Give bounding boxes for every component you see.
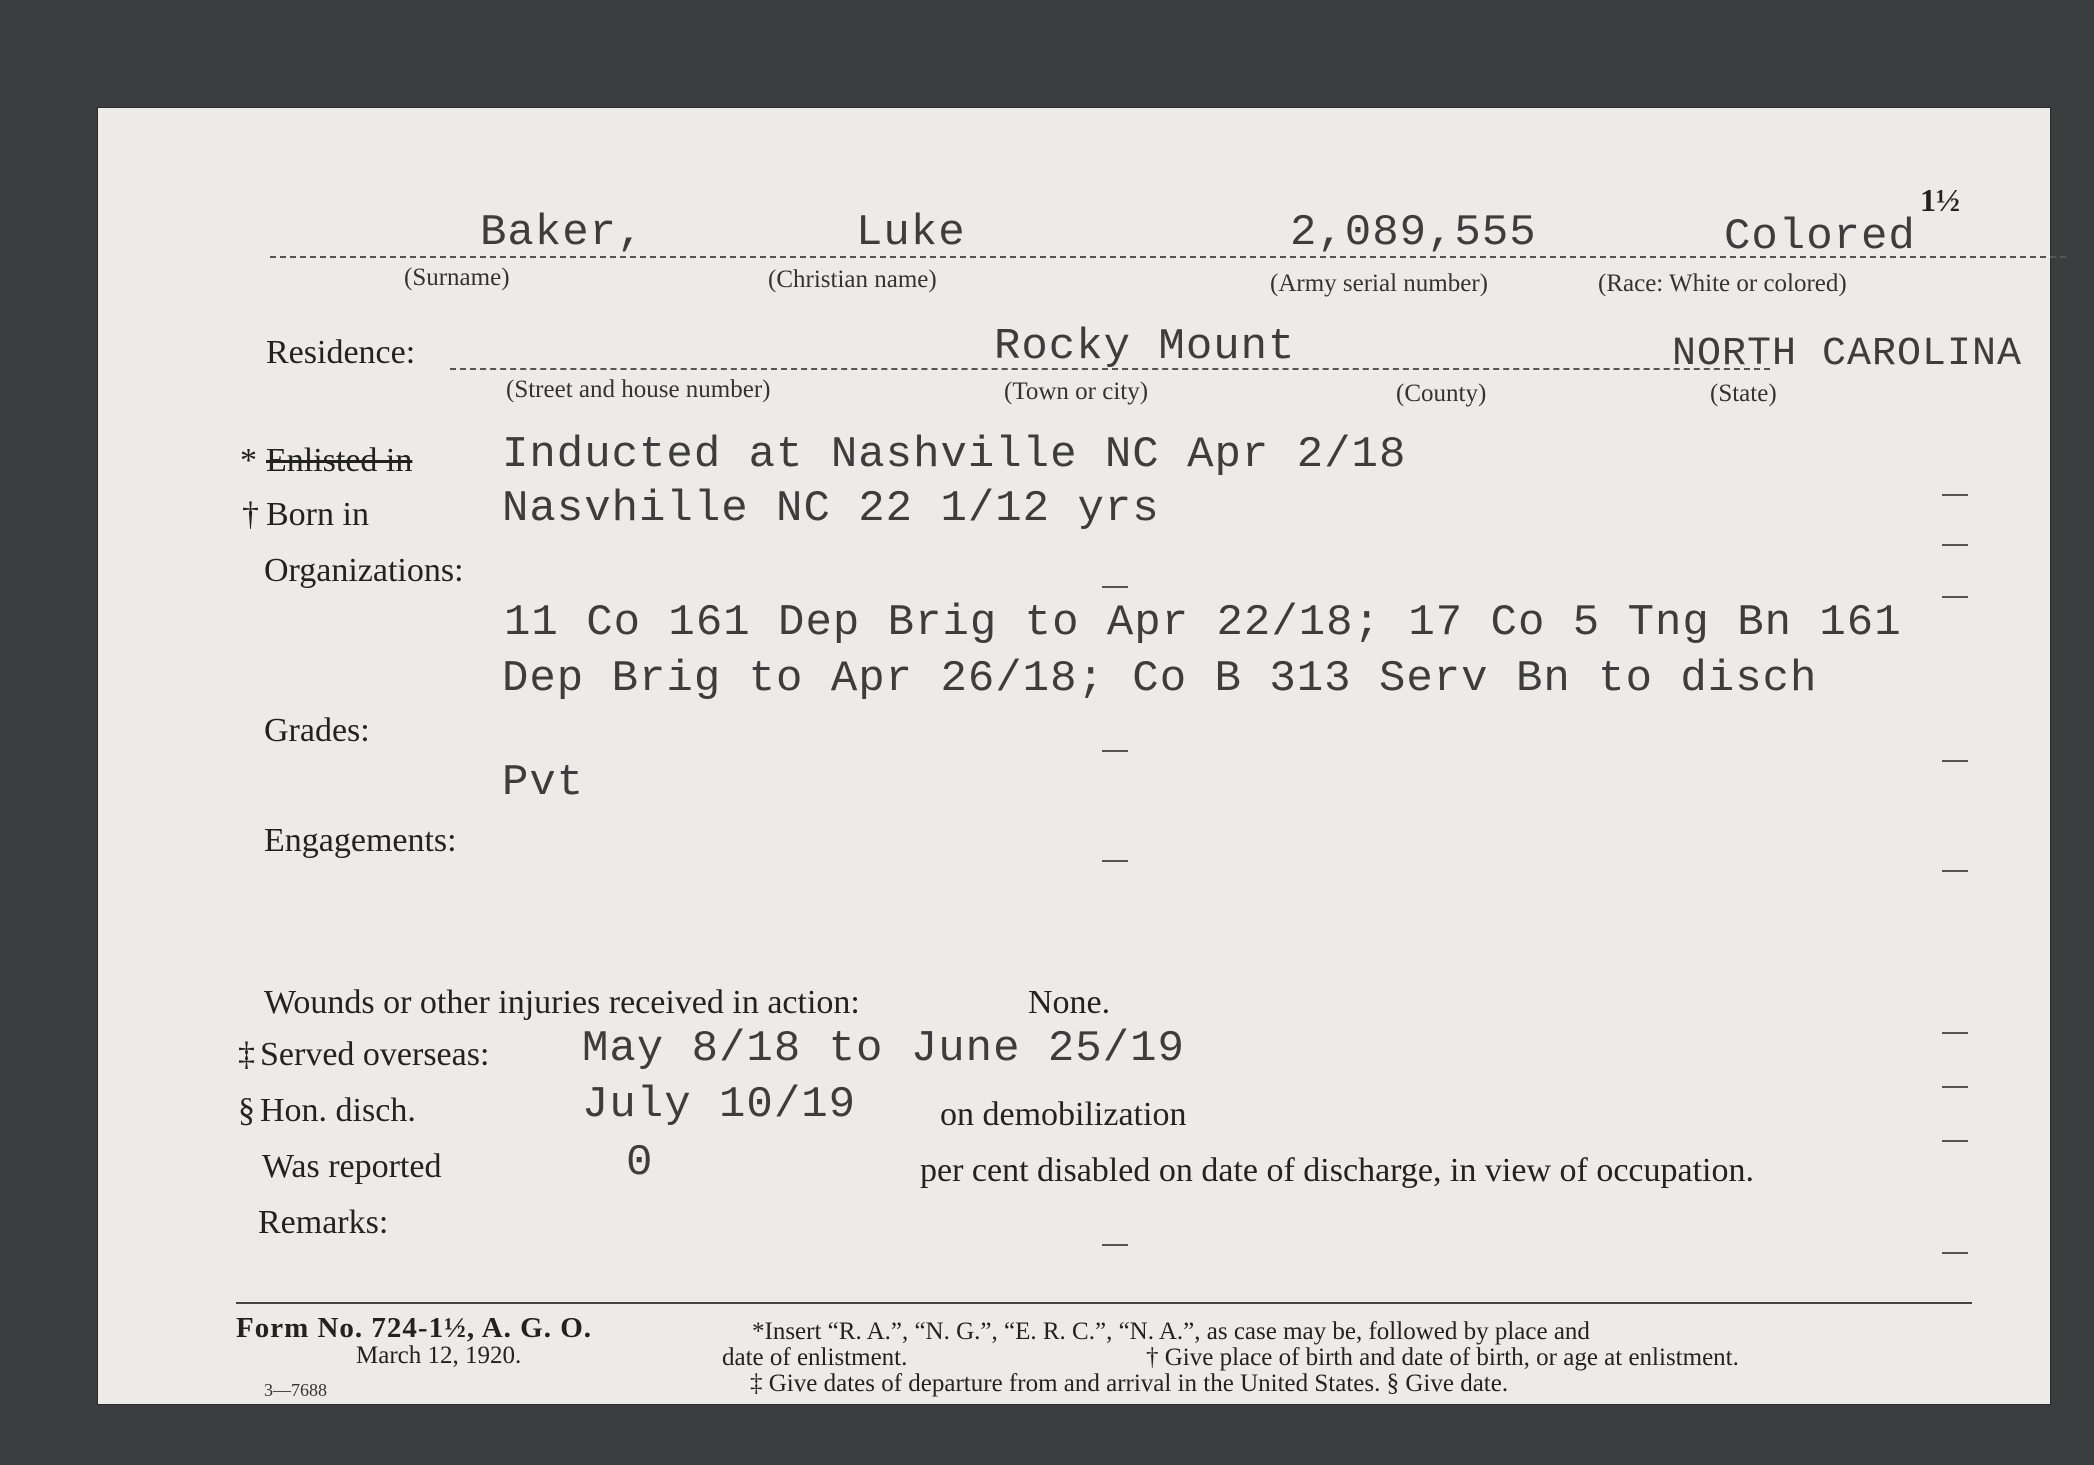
christian-name-value: Luke [856, 208, 966, 258]
overseas-mark: ‡ [238, 1036, 255, 1073]
organizations-label: Organizations: [264, 552, 464, 589]
footnote-line-3: ‡ Give dates of departure from and arrival in the United States. § Give date. [750, 1370, 1509, 1397]
race-value: Colored [1724, 212, 1916, 262]
wounds-label: Wounds or other injuries received in action: [264, 984, 860, 1021]
dash-mark [1102, 586, 1128, 588]
disch-suffix: on demobilization [940, 1096, 1187, 1133]
fraction-mark: 1½ [1920, 182, 1960, 218]
wounds-value: None. [1028, 984, 1111, 1021]
disch-label: Hon. disch. [260, 1092, 416, 1129]
remarks-label: Remarks: [258, 1204, 389, 1241]
reported-label: Was reported [262, 1148, 442, 1185]
surname-value: Baker, [480, 208, 645, 258]
reported-value: 0 [626, 1138, 654, 1188]
grades-label: Grades: [264, 712, 370, 749]
disch-value: July 10/19 [582, 1080, 857, 1130]
form-code: 3—7688 [264, 1380, 327, 1400]
dash-mark [1942, 544, 1968, 546]
dash-mark [1942, 870, 1968, 872]
dash-mark [1102, 750, 1128, 752]
organizations-line-1: 11 Co 161 Dep Brig to Apr 22/18; 17 Co 5 Tng Bn 161 [504, 598, 1902, 648]
organizations-line-2: Dep Brig to Apr 26/18; Co B 313 Serv Bn to disch [502, 654, 1818, 704]
footer-rule [236, 1302, 1972, 1304]
form-date: March 12, 1920. [356, 1342, 522, 1369]
born-mark: † [242, 496, 259, 533]
residence-town-value: Rocky Mount [994, 322, 1296, 372]
enlisted-value: Inducted at Nashville NC Apr 2/18 [502, 430, 1407, 480]
overseas-label: Served overseas: [260, 1036, 490, 1073]
dash-mark [1102, 1244, 1128, 1246]
caption-street: (Street and house number) [506, 376, 771, 403]
caption-state: (State) [1710, 380, 1777, 407]
born-value: Nasvhille NC 22 1/12 yrs [502, 484, 1160, 534]
caption-town: (Town or city) [1004, 378, 1149, 405]
grades-value: Pvt [502, 758, 585, 808]
serial-number-value: 2,089,555 [1290, 208, 1537, 258]
dash-mark [1942, 596, 1968, 598]
footnote-line-1: *Insert “R. A.”, “N. G.”, “E. R. C.”, “N. A.”, as case may be, followed by place and [752, 1318, 1590, 1345]
born-label: Born in [266, 496, 369, 533]
dash-mark [1942, 1140, 1968, 1142]
footnote-line-2a: date of enlistment. [722, 1344, 908, 1371]
footnote-line-2b: † Give place of birth and date of birth, or age at enlistment. [1146, 1344, 1739, 1371]
service-record-card [98, 108, 2050, 1404]
caption-christian-name: (Christian name) [768, 266, 937, 293]
dash-mark [1942, 1032, 1968, 1034]
engagements-label: Engagements: [264, 822, 457, 859]
caption-county: (County) [1396, 380, 1487, 407]
dash-mark [1942, 494, 1968, 496]
disch-mark: § [238, 1092, 255, 1129]
enlisted-label: Enlisted in [266, 442, 413, 479]
dash-mark [1942, 760, 1968, 762]
reported-suffix: per cent disabled on date of discharge, in view of occupation. [920, 1152, 1754, 1189]
overseas-value: May 8/18 to June 25/19 [582, 1024, 1185, 1074]
form-number: Form No. 724-1½, A. G. O. [236, 1312, 593, 1344]
dash-mark [1942, 1086, 1968, 1088]
caption-race: (Race: White or colored) [1598, 270, 1847, 297]
dash-mark [1942, 1252, 1968, 1254]
dash-mark [1102, 860, 1128, 862]
caption-surname: (Surname) [404, 264, 510, 291]
enlisted-mark: * [240, 442, 257, 479]
residence-label: Residence: [266, 334, 416, 371]
caption-serial-number: (Army serial number) [1270, 270, 1488, 297]
residence-state-value: NORTH CAROLINA [1672, 332, 2023, 377]
